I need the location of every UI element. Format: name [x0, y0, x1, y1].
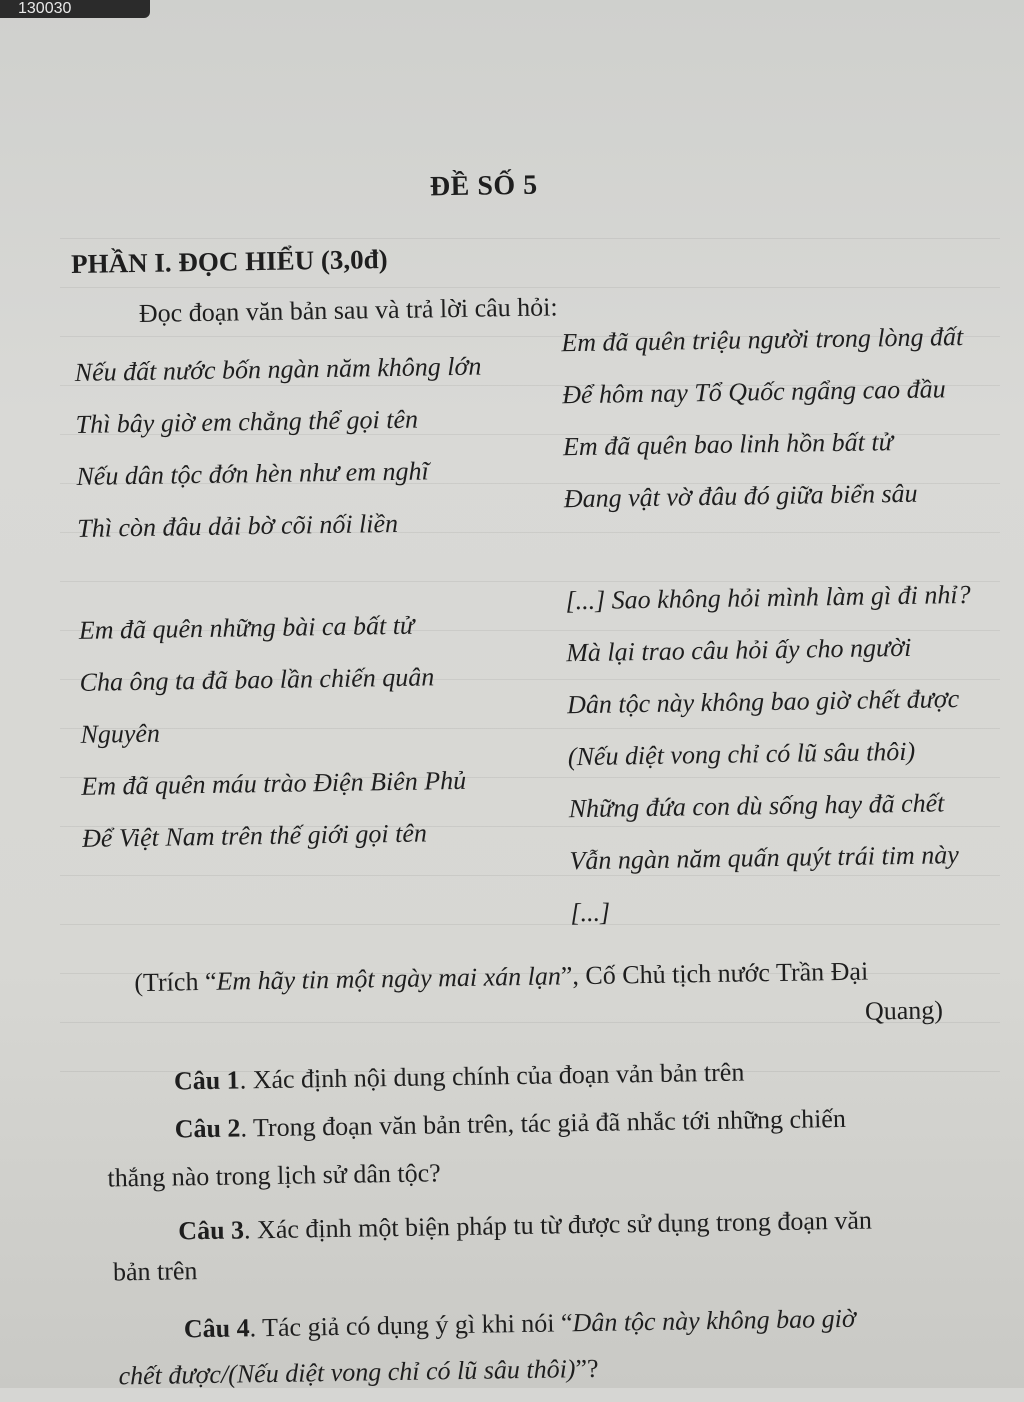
question-label: Câu 2 — [174, 1113, 241, 1144]
question-4-continuation — [118, 1345, 599, 1401]
poem-line: Em đã quên máu trào Điện Biên Phủ — [81, 765, 467, 801]
citation-close: ”, Cố Chủ tịch nước Trần Đại — [560, 956, 869, 991]
question-label: Câu 1 — [173, 1065, 240, 1096]
question-3-continuation: bản trên — [112, 1256, 198, 1287]
question-2 — [174, 1095, 846, 1154]
poem-line: Thì còn đâu dải bờ cõi nối liền — [77, 508, 399, 543]
question-text: . Xác định nội dung chính của đoạn vản bản trên — [239, 1057, 745, 1095]
poem-line: Đang vật vờ đâu đó giữa biển sâu — [563, 478, 918, 514]
question-2-continuation: thắng nào trong lịch sử dân tộc? — [107, 1158, 441, 1193]
poem-line: Để hôm nay Tổ Quốc ngẩng cao đầu — [561, 374, 946, 410]
poem-line: Em đã quên những bài ca bất tử — [78, 610, 415, 645]
poem-right-column — [561, 311, 976, 939]
poem-line: Thì bây giờ em chẳng thể gọi tên — [75, 404, 419, 439]
stanza-gap — [564, 519, 970, 575]
corner-text: 130030 — [18, 0, 72, 17]
poem-line: Nếu dân tộc đớn hèn như em nghĩ — [76, 456, 429, 491]
poem-left-column — [74, 341, 489, 865]
question-3 — [178, 1197, 872, 1256]
poem-line: Nếu đất nước bốn ngàn năm không lớn — [74, 351, 482, 387]
reading-instruction: Đọc đoạn văn bản sau và trả lời câu hỏi: — [138, 292, 558, 328]
poem-line: Cha ông ta đã bao lần chiến quân — [79, 662, 435, 697]
poem-line: Em đã quên triệu người trong lòng đất — [561, 321, 964, 358]
poem-line: Những đứa con dù sống hay đã chết — [568, 788, 945, 824]
poem-line: Nguyên — [80, 718, 161, 749]
stanza-gap — [78, 549, 485, 605]
quoted-text: chết được/(Nếu diệt vong chỉ có lũ sâu thôi) — [118, 1354, 576, 1391]
poem-line: Vẫn ngàn năm quấn quýt trái tim này — [569, 840, 959, 876]
question-label: Câu 3 — [178, 1215, 245, 1246]
poem-line: Để Việt Nam trên thế giới gọi tên — [81, 818, 428, 853]
poem-citation — [134, 945, 955, 1008]
quoted-text: Dân tộc này không bao giờ — [572, 1303, 856, 1338]
citation-title: Em hãy tin một ngày mai xán lạn — [216, 961, 562, 996]
exam-title: ĐỀ SỐ 5 — [429, 169, 538, 203]
citation-tail: Quang) — [864, 995, 944, 1026]
question-text: ”? — [575, 1353, 599, 1384]
question-4 — [183, 1295, 856, 1354]
question-text: . Tác giả có dụng ý gì khi nói “ — [249, 1308, 573, 1343]
section-heading: PHẦN I. ĐỌC HIỂU (3,0đ) — [70, 244, 388, 279]
poem-line: Em đã quên bao linh hồn bất tử — [562, 427, 893, 462]
question-text: . Trong đoạn văn bản trên, tác giả đã nhắc tới những chiến — [240, 1103, 847, 1143]
question-label: Câu 4 — [183, 1313, 250, 1344]
poem-line: [...] — [570, 897, 611, 928]
poem-line: Dân tộc này không bao giờ chết được — [566, 684, 960, 720]
citation-open: (Trích “ — [134, 966, 217, 998]
poem-line: (Nếu diệt vong chỉ có lũ sâu thôi) — [567, 736, 916, 772]
question-text: . Xác định một biện pháp tu từ được sử dụng trong đoạn văn — [243, 1205, 873, 1245]
poem-line: Mà lại trao câu hỏi ấy cho người — [566, 632, 912, 668]
poem-line: [...] Sao không hỏi mình làm gì đi nhỉ? — [565, 579, 971, 616]
